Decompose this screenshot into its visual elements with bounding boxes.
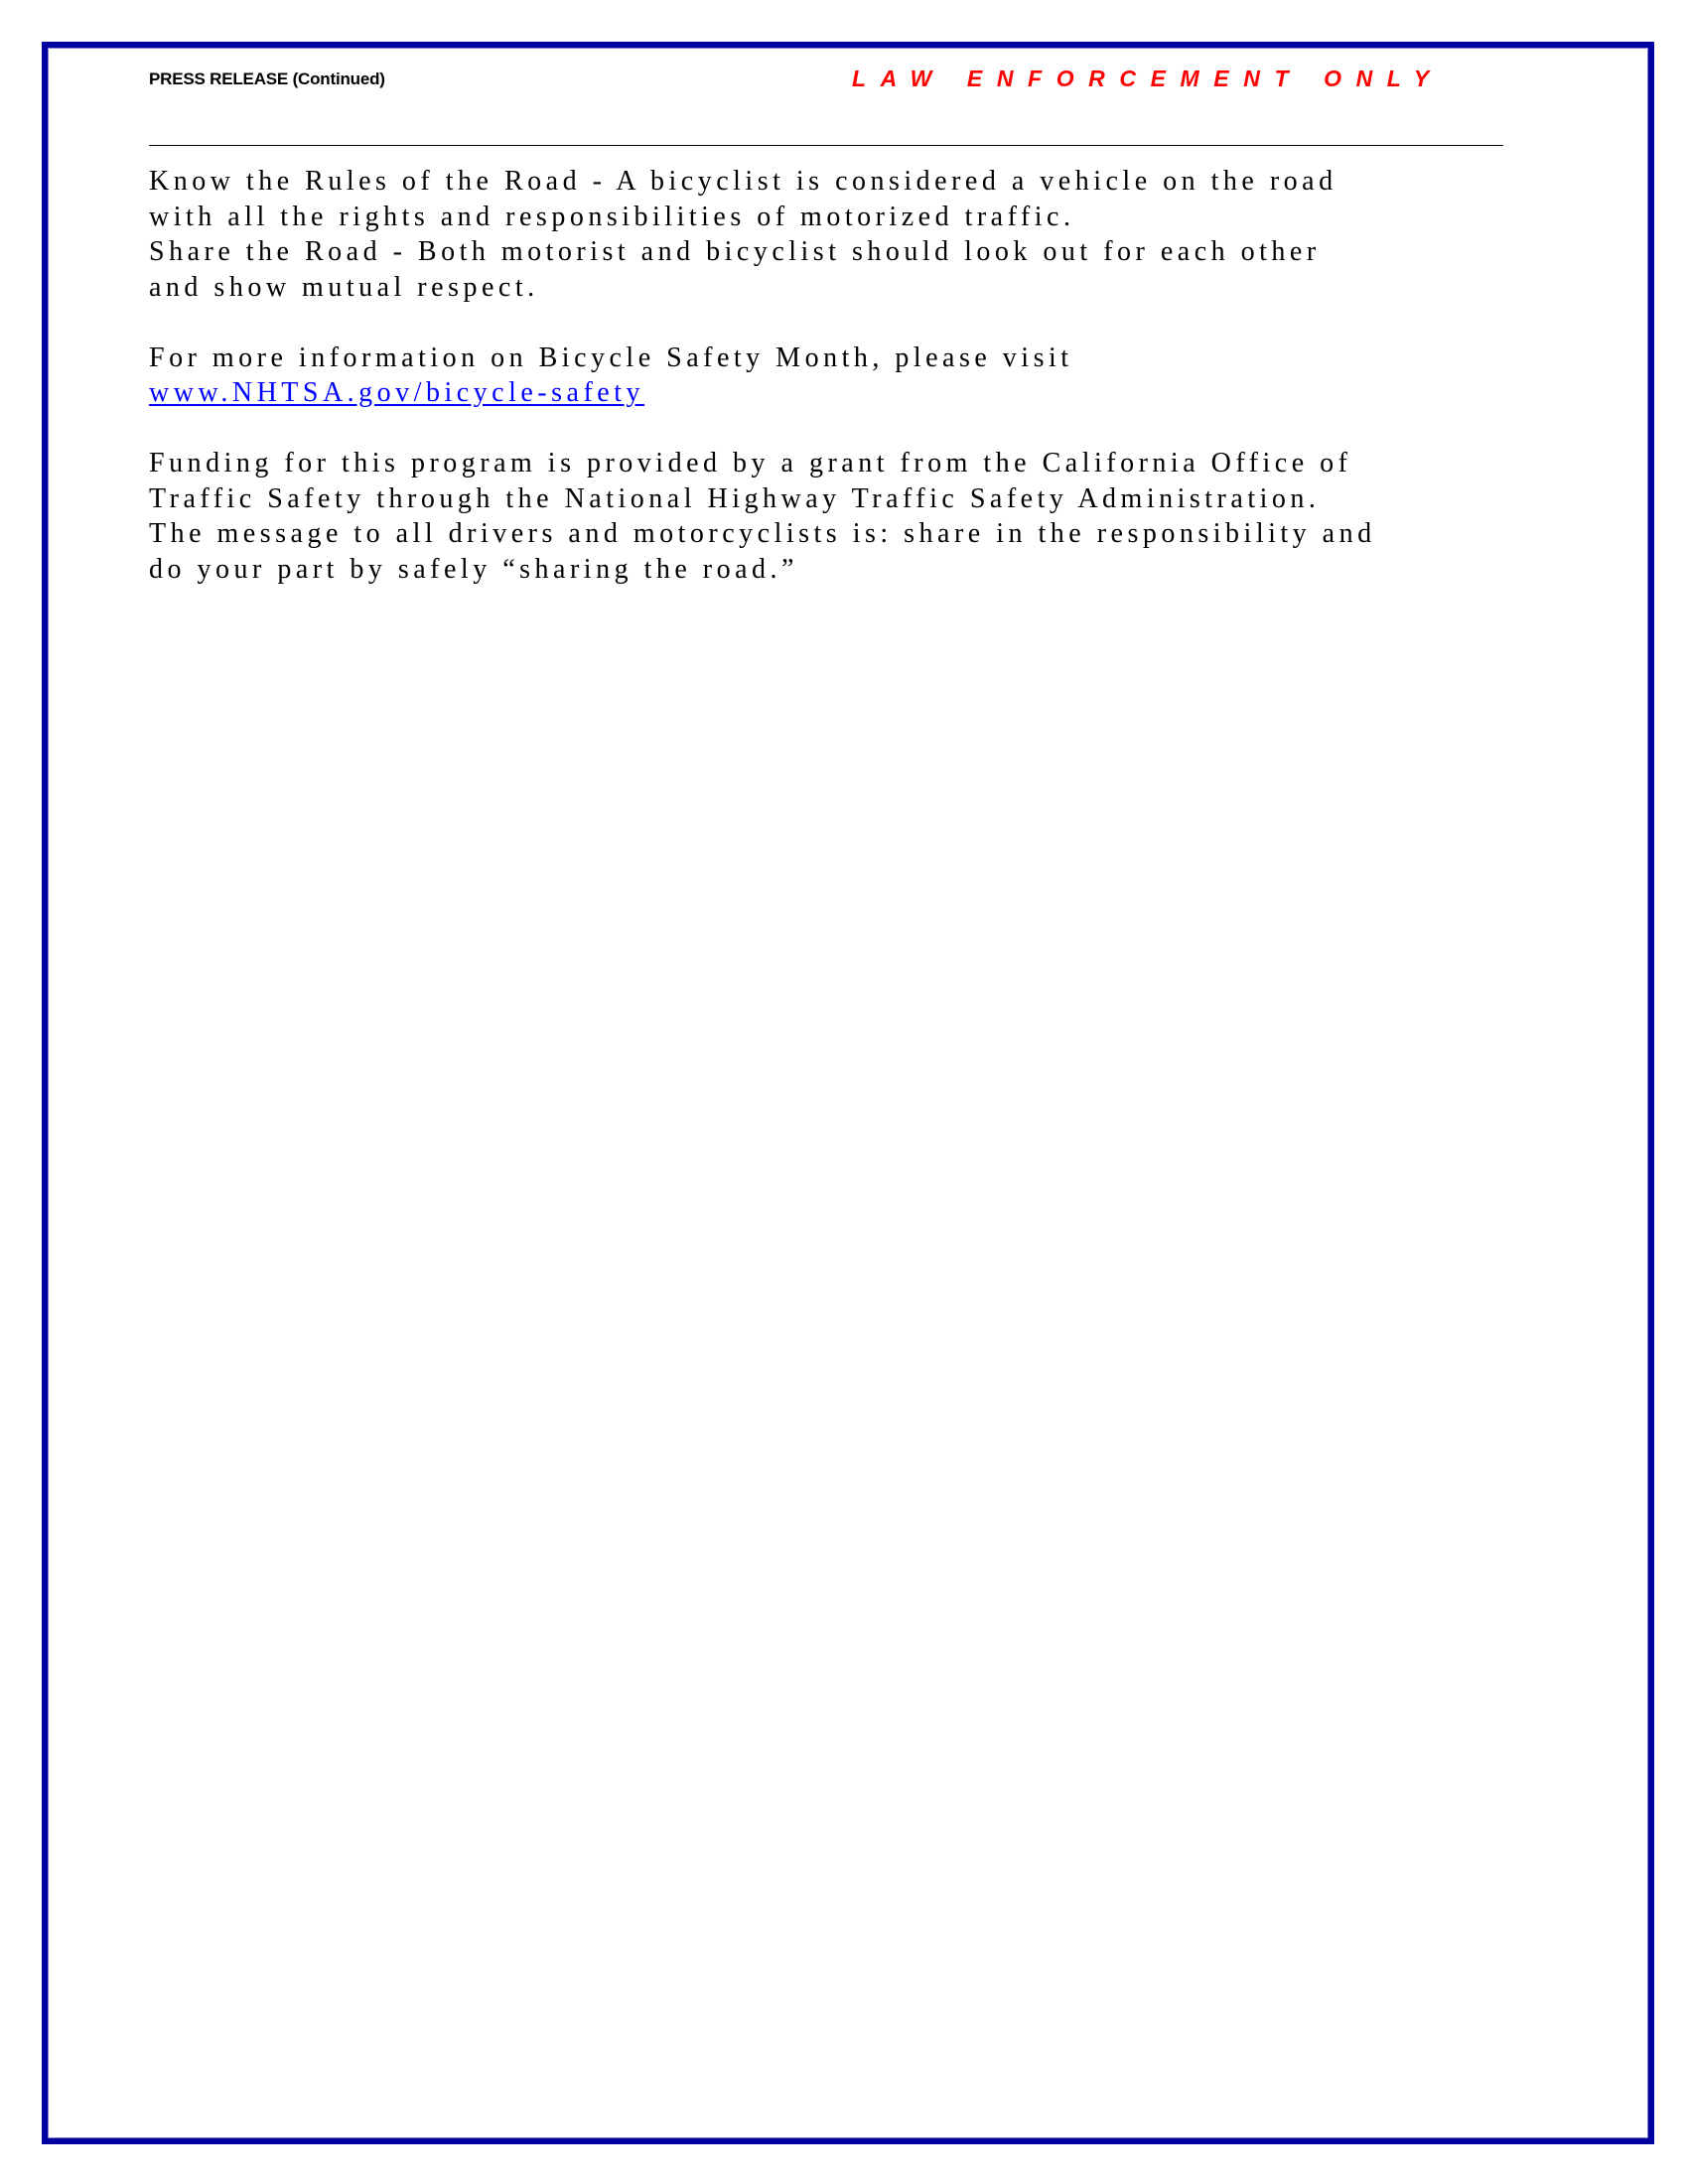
share-the-road-line-1: Share the Road - Both motorist and bicyclist should look out for each other [149,236,1321,267]
law-enforcement-only-label: LAW ENFORCEMENT ONLY [852,66,1444,91]
header-divider [149,145,1503,146]
funding-line-3: The message to all drivers and motorcyclists is: share in the responsibility and [149,518,1376,549]
more-info-line: For more information on Bicycle Safety Month, please visit [149,341,1073,373]
paragraph-spacer [149,411,1539,447]
paragraph-spacer [149,305,1539,341]
more-info-link-line [149,375,1539,411]
press-release-continued-label: PRESS RELEASE (Continued) [149,69,385,88]
press-release-body [149,164,1539,587]
funding-line-2: Traffic Safety through the National Highway Traffic Safety Administration. [149,482,1321,514]
rules-of-road-line-1: Know the Rules of the Road - A bicyclist is considered a vehicle on the road [149,166,1337,197]
funding-line-1: Funding for this program is provided by a grant from the California Office of [149,448,1352,478]
funding-line-4: do your part by safely “sharing the road.” [149,553,798,585]
rules-of-road-line-2: with all the rights and responsibilities of motorized traffic. [149,201,1075,232]
nhtsa-bicycle-safety-link[interactable]: www.NHTSA.gov/bicycle-safety [149,377,644,408]
share-the-road-line-2: and show mutual respect. [149,271,539,303]
